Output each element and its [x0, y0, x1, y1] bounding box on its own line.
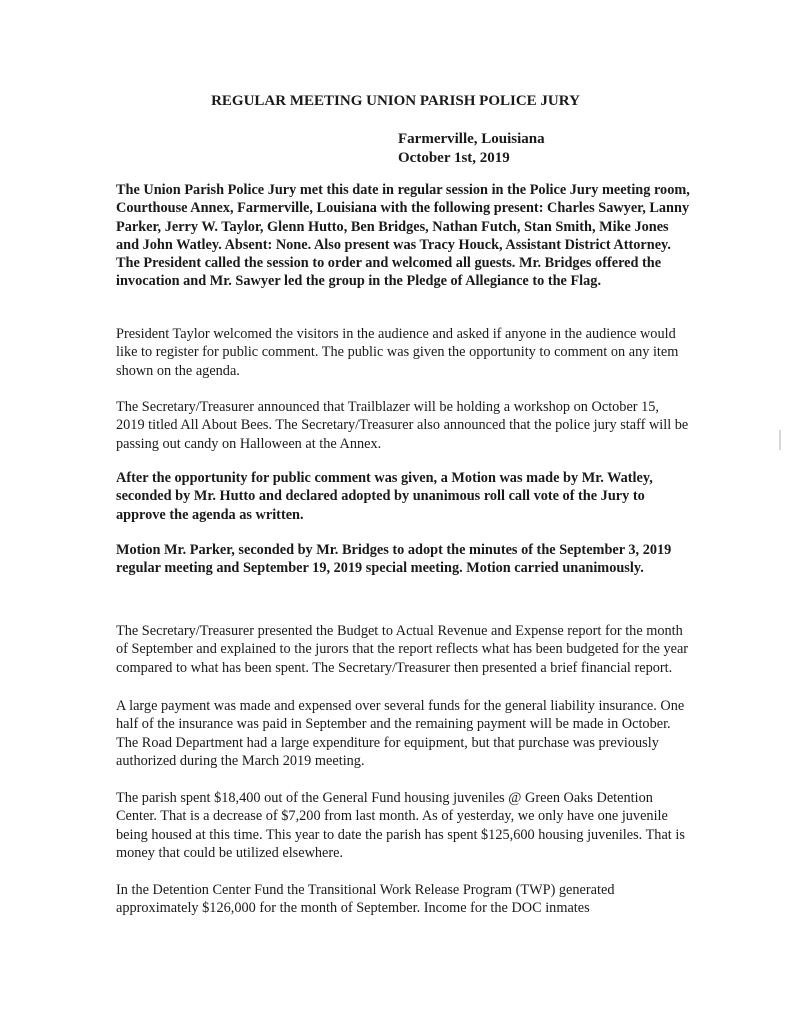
meeting-date: October 1st, 2019 — [398, 150, 510, 166]
meeting-place-date — [398, 130, 545, 168]
meeting-location: Farmerville, Louisiana — [398, 131, 545, 147]
document-title: REGULAR MEETING UNION PARISH POLICE JURY — [211, 93, 580, 109]
paragraph-attendance: The Union Parish Police Jury met this date in regular session in the Police Jury meeting room, Courthouse Annex, Farmerville, Louisiana with the following present: Charles Sawyer, Lanny Parker, Jerry W. Taylor, Glenn Hutto, Ben Bridges, Nathan Futch, Stan Smith, Mike Jones and John Watley. Absent: None. Also present was Tracy Houck, Assistant District Attorney. The President called the session to order and welcomed all guests. Mr. Bridges offered the invocation and Mr. Sawyer led the group in the Pledge of Allegiance to the Flag. — [116, 182, 690, 290]
paragraph-announcements: The Secretary/Treasurer announced that Trailblazer will be holding a workshop on October 15, 2019 titled All About Bees. The Secretary/Treasurer also announced that the police jury staff will be passing out candy on Halloween at the Annex. — [116, 399, 689, 452]
paragraph-budget-report: The Secretary/Treasurer presented the Budget to Actual Revenue and Expense report for the month of September and explained to the jurors that the report reflects what has been budgeted for the year compared to what has been spent. The Secretary/Treasurer then presented a brief financial report. — [116, 623, 689, 676]
paragraph-agenda-motion: After the opportunity for public comment was given, a Motion was made by Mr. Watley, seconded by Mr. Hutto and declared adopted by unanimous roll call vote of the Jury to approve the agenda as written. — [116, 470, 653, 523]
paragraph-public-comment: President Taylor welcomed the visitors in the audience and asked if anyone in the audience would like to register for public comment. The public was given the opportunity to comment on any item shown on the agenda. — [116, 326, 679, 379]
paragraph-minutes-motion: Motion Mr. Parker, seconded by Mr. Bridges to adopt the minutes of the September 3, 2019 regular meeting and September 19, 2019 special meeting. Motion carried unanimously. — [116, 542, 672, 577]
paragraph-juveniles: The parish spent $18,400 out of the General Fund housing juveniles @ Green Oaks Detention Center. That is a decrease of $7,200 from last month. As of yesterday, we only have one juvenile being housed at this time. This year to date the parish has spent $125,600 housing juveniles. That is money that could be utilized elsewhere. — [116, 790, 685, 861]
paragraph-insurance: A large payment was made and expensed over several funds for the general liability insurance. One half of the insurance was paid in September and the remaining payment will be made in October. The Road Department had a large expenditure for equipment, but that purchase was previously authorized during the March 2019 meeting. — [116, 698, 685, 769]
paragraph-detention-fund: In the Detention Center Fund the Transitional Work Release Program (TWP) generated approximately $126,000 for the month of September. Income for the DOC inmates — [116, 882, 615, 917]
scan-artifact — [779, 430, 781, 450]
